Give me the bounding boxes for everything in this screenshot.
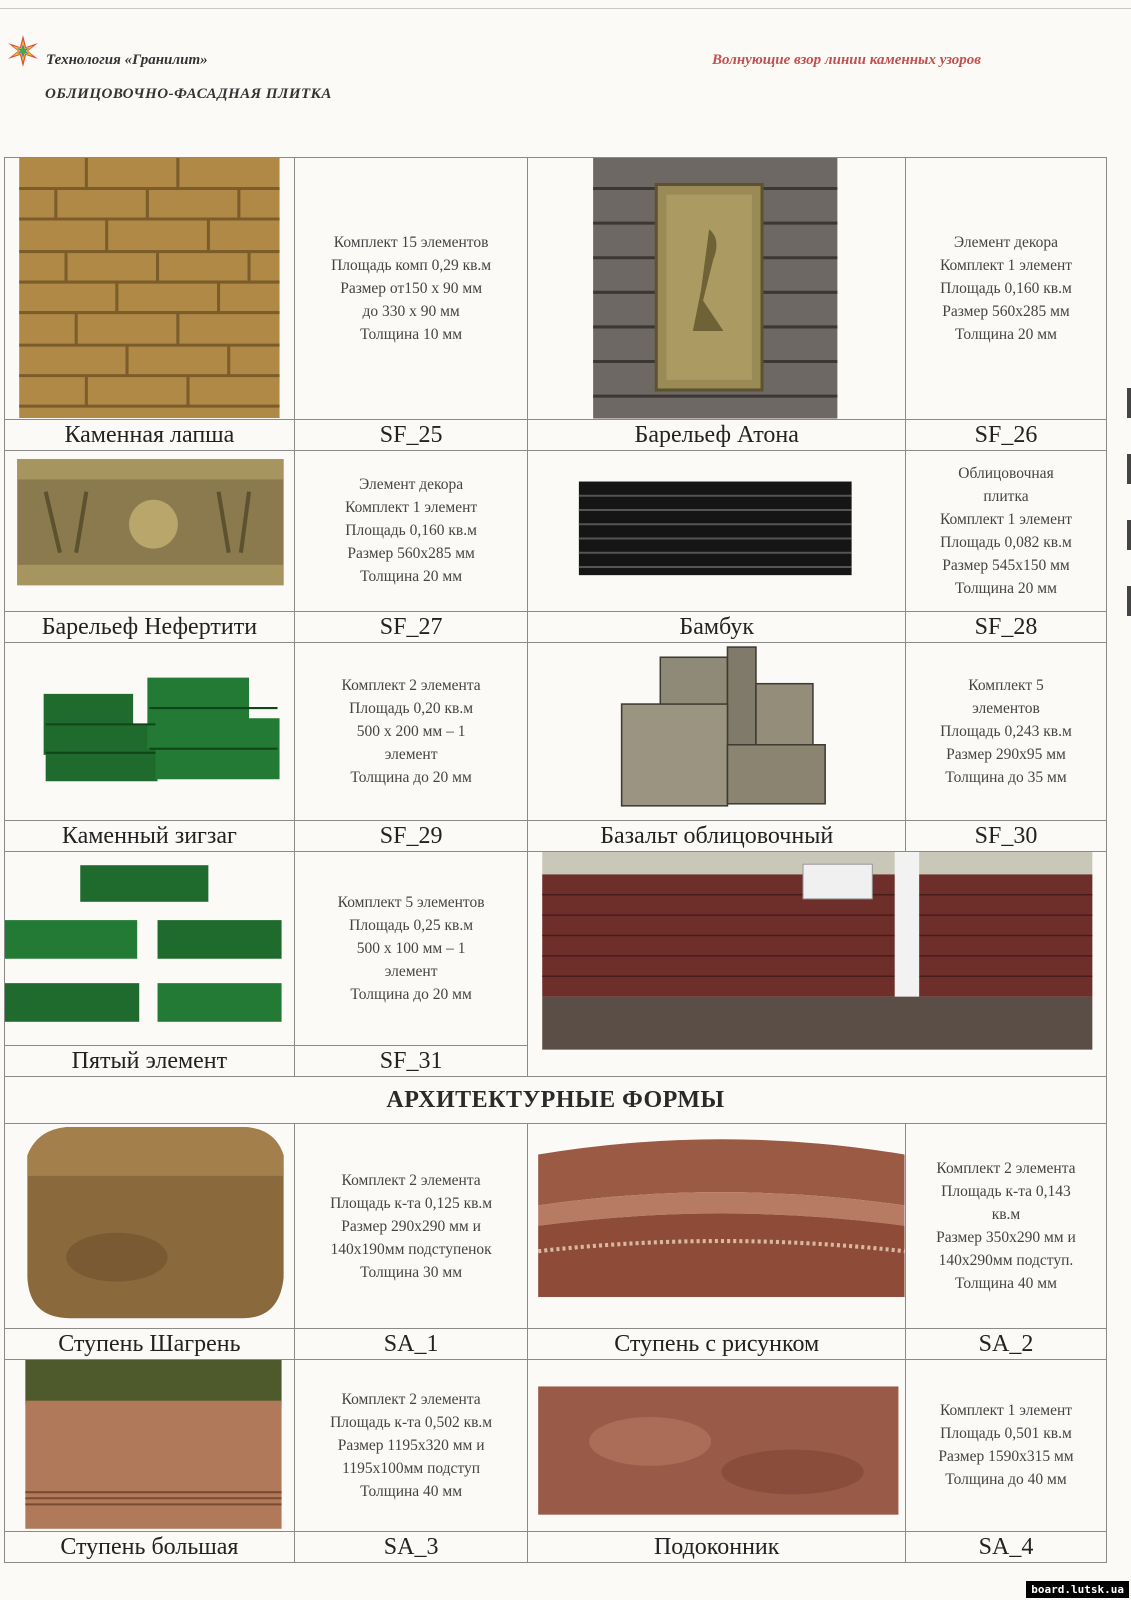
- catalog-subtitle: ОБЛИЦОВОЧНО-ФАСАДНАЯ ПЛИТКА: [45, 86, 332, 102]
- product-name: Подоконник: [528, 1531, 906, 1562]
- product-code: SA_2: [905, 1328, 1106, 1359]
- product-image-stone-noodle: [5, 158, 295, 420]
- section-title: АРХИТЕКТУРНЫЕ ФОРМЫ: [5, 1077, 1107, 1124]
- product-image-bamboo: [528, 450, 906, 612]
- product-desc-sf28: Облицовочная плитка Комплект 1 элемент Площадь 0,082 кв.м Размер 545х150 мм Толщина 20 мм: [905, 450, 1106, 612]
- tagline: Волнующие взор линии каменных узоров: [712, 52, 982, 68]
- site-watermark: board.lutsk.ua: [1026, 1581, 1129, 1598]
- product-name: Ступень Шагрень: [5, 1328, 295, 1359]
- product-name: Пятый элемент: [5, 1046, 295, 1077]
- product-desc-sf25: Комплект 15 элементов Площадь комп 0,29 кв.м Размер от150 х 90 мм до 330 х 90 мм Толщина 10 мм: [294, 158, 528, 420]
- product-desc-sf30: Комплект 5 элементов Площадь 0,243 кв.м Размер 290х95 мм Толщина до 35 мм: [905, 643, 1106, 821]
- product-code: SF_29: [294, 821, 528, 852]
- product-name: Барельеф Атона: [528, 419, 906, 450]
- product-image-large-step: [5, 1359, 295, 1531]
- product-code: SF_26: [905, 419, 1106, 450]
- product-name: Ступень большая: [5, 1531, 295, 1562]
- product-name: Бамбук: [528, 612, 906, 643]
- product-code: SA_1: [294, 1328, 528, 1359]
- page-edge-marks: [1125, 380, 1131, 1180]
- product-name: Барельеф Нефертити: [5, 612, 295, 643]
- product-desc-sa4: Комплект 1 элемент Площадь 0,501 кв.м Размер 1590х315 мм Толщина до 40 мм: [905, 1359, 1106, 1531]
- product-code: SF_31: [294, 1046, 528, 1077]
- product-name: Каменная лапша: [5, 419, 295, 450]
- product-desc-sa1: Комплект 2 элемента Площадь к-та 0,125 кв.м Размер 290х290 мм и 140х190мм подступенок Толщина 30 мм: [294, 1124, 528, 1329]
- product-code: SF_28: [905, 612, 1106, 643]
- product-desc-sf27: Элемент декора Комплект 1 элемент Площадь 0,160 кв.м Размер 560х285 мм Толщина 20 мм: [294, 450, 528, 612]
- brand-title: Технология «Гранилит»: [46, 52, 208, 68]
- product-image-patterned-step: [528, 1124, 906, 1329]
- product-image-windowsill: [528, 1359, 906, 1531]
- product-desc-sf29: Комплект 2 элемента Площадь 0,20 кв.м 500 х 200 мм – 1 элемент Толщина до 20 мм: [294, 643, 528, 821]
- product-image-shagreen-step: [5, 1124, 295, 1329]
- product-code: SA_4: [905, 1531, 1106, 1562]
- product-code: SF_27: [294, 612, 528, 643]
- product-code: SF_30: [905, 821, 1106, 852]
- granilit-logo-icon: [6, 34, 40, 68]
- product-code: SF_25: [294, 419, 528, 450]
- product-image-basalt: [528, 643, 906, 821]
- product-name: Ступень с рисунком: [528, 1328, 906, 1359]
- product-code: SA_3: [294, 1531, 528, 1562]
- product-table: [4, 157, 1107, 1563]
- product-name: Каменный зигзаг: [5, 821, 295, 852]
- facade-photo: [528, 852, 1107, 1077]
- product-desc-sf31: Комплект 5 элементов Площадь 0,25 кв.м 500 х 100 мм – 1 элемент Толщина до 20 мм: [294, 852, 528, 1046]
- page-top-rule: [0, 0, 1131, 9]
- product-desc-sf26: Элемент декора Комплект 1 элемент Площадь 0,160 кв.м Размер 560х285 мм Толщина 20 мм: [905, 158, 1106, 420]
- product-name: Базальт облицовочный: [528, 821, 906, 852]
- product-desc-sa3: Комплект 2 элемента Площадь к-та 0,502 кв.м Размер 1195х320 мм и 1195х100мм подступ Толщина 40 мм: [294, 1359, 528, 1531]
- product-image-nefertiti-bas-relief: [5, 450, 295, 612]
- product-image-stone-zigzag: [5, 643, 295, 821]
- product-desc-sa2: Комплект 2 элемента Площадь к-та 0,143 кв.м Размер 350х290 мм и 140х290мм подступ. Толщина 40 мм: [905, 1124, 1106, 1329]
- product-image-aton-bas-relief: [528, 158, 906, 420]
- product-image-fifth-element: [5, 852, 295, 1046]
